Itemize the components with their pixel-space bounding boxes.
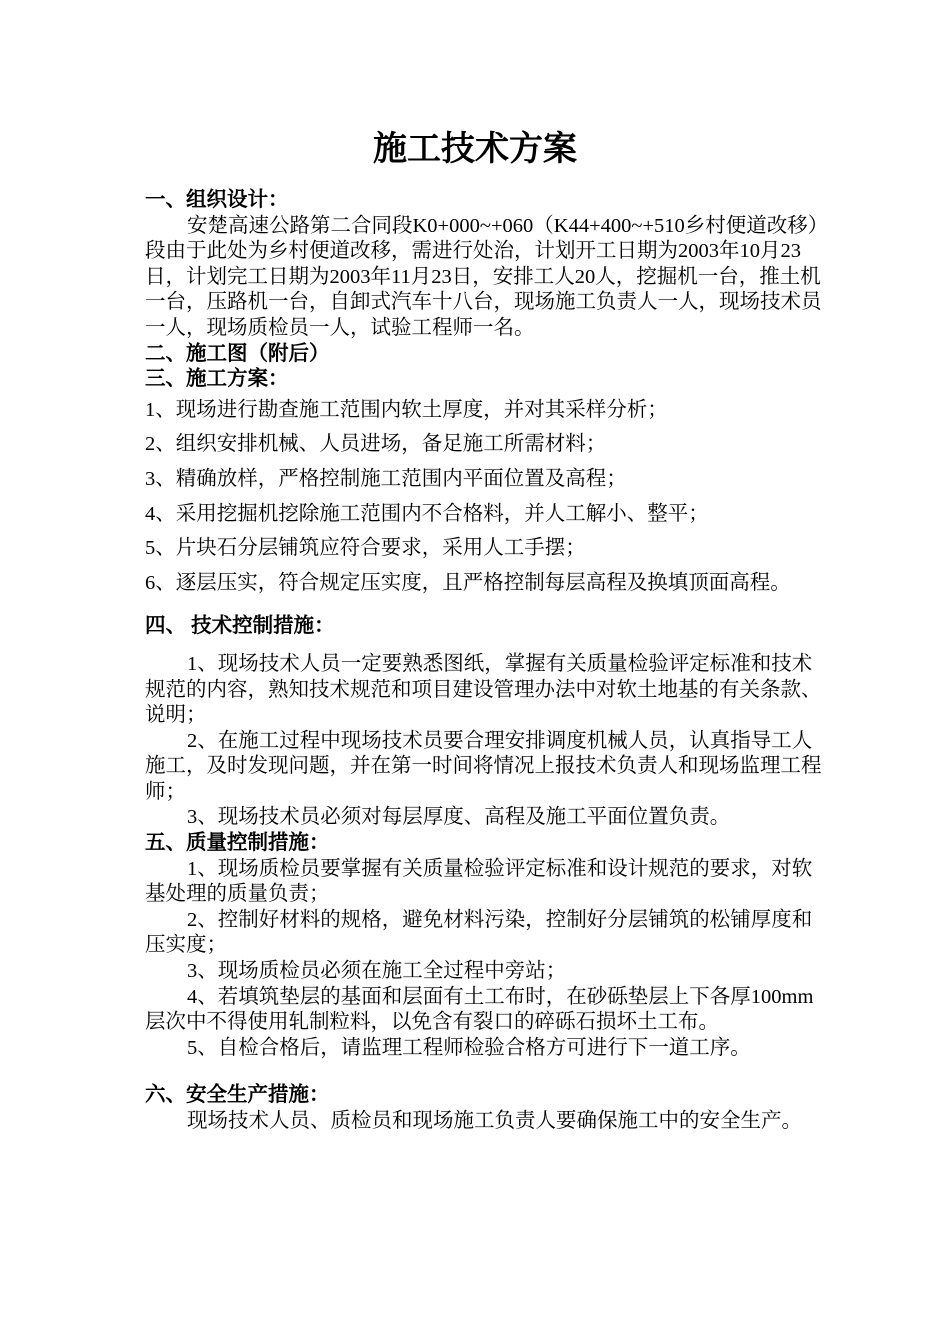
plan-item: 5、片块石分层铺筑应符合要求，采用人工手摆； [145, 537, 586, 560]
section-heading-drawing: 二、施工图（附后） [145, 342, 330, 365]
quality-item: 2、控制好材料的规格，避免材料污染，控制好分层铺筑的松铺厚度和压实度； [145, 908, 813, 957]
technical-item: 1、现场技术人员一定要熟悉图纸，掌握有关质量检验评定标准和技术规范的内容，熟知技术规范和项目建设管理办法中对软土地基的有关条款、说明； [145, 652, 822, 727]
section-heading-technical: 四、 技术控制措施： [145, 615, 335, 638]
technical-item: 3、现场技术员必须对每层厚度、高程及施工平面位置负责。 [187, 806, 731, 829]
section-heading-quality: 五、质量控制措施： [145, 832, 330, 855]
spacer [145, 600, 825, 614]
quality-item: 5、自检合格后，请监理工程师检验合格方可进行下一道工序。 [187, 1036, 751, 1059]
plan-item: 3、精确放样，严格控制施工范围内平面位置及高程； [145, 467, 627, 490]
organization-paragraph: 安楚高速公路第二合同段K0+000~+060（K44+400~+510乡村便道改移）段由于此处为乡村便道改移，需进行处治，计划开工日期为2003年10月23日，计划完工日期为2003年11月23日，安排工人20人，挖掘机一台，推土机一台，压路机一台，自卸式汽车十八台，现场施工负责人一人，现场技术员一人，现场质检员一人，试验工程师一名。 [145, 214, 822, 339]
spacer [145, 1061, 825, 1083]
section-heading-safety: 六、安全生产措施： [145, 1084, 330, 1107]
document-title: 施工技术方案 [373, 131, 577, 168]
plan-item: 2、组织安排机械、人员进场，备足施工所需材料； [145, 433, 607, 456]
quality-item: 3、现场质检员必须在施工全过程中旁站； [187, 960, 567, 983]
section-heading-plan: 三、施工方案： [145, 368, 289, 391]
quality-item: 1、现场质检员要掌握有关质量检验评定标准和设计规范的要求，对软基处理的质量负责； [145, 857, 813, 906]
technical-item: 2、在施工过程中现场技术员要合理安排调度机械人员，认真指导工人施工，及时发现问题，并在第一时间将情况上报技术负责人和现场监理工程师； [145, 729, 822, 803]
document-body [145, 188, 825, 1135]
plan-item: 1、现场进行勘查施工范围内软土厚度，并对其采样分析； [145, 398, 668, 421]
safety-paragraph: 现场技术人员、质检员和现场施工负责人要确保施工中的安全生产。 [187, 1110, 802, 1132]
section-heading-organization: 一、组织设计： [145, 189, 289, 211]
spacer [145, 640, 825, 652]
plan-item: 6、逐层压实，符合规定压实度，且严格控制每层高程及换填顶面高程。 [145, 571, 791, 594]
plan-item: 4、采用挖掘机挖除施工范围内不合格料，并人工解小、整平； [145, 502, 709, 525]
quality-item: 4、若填筑垫层的基面和层面有土工布时，在砂砾垫层上下各厚100mm层次中不得使用轧制粒料，以免含有裂口的碎砾石损坏土工布。 [145, 985, 814, 1034]
